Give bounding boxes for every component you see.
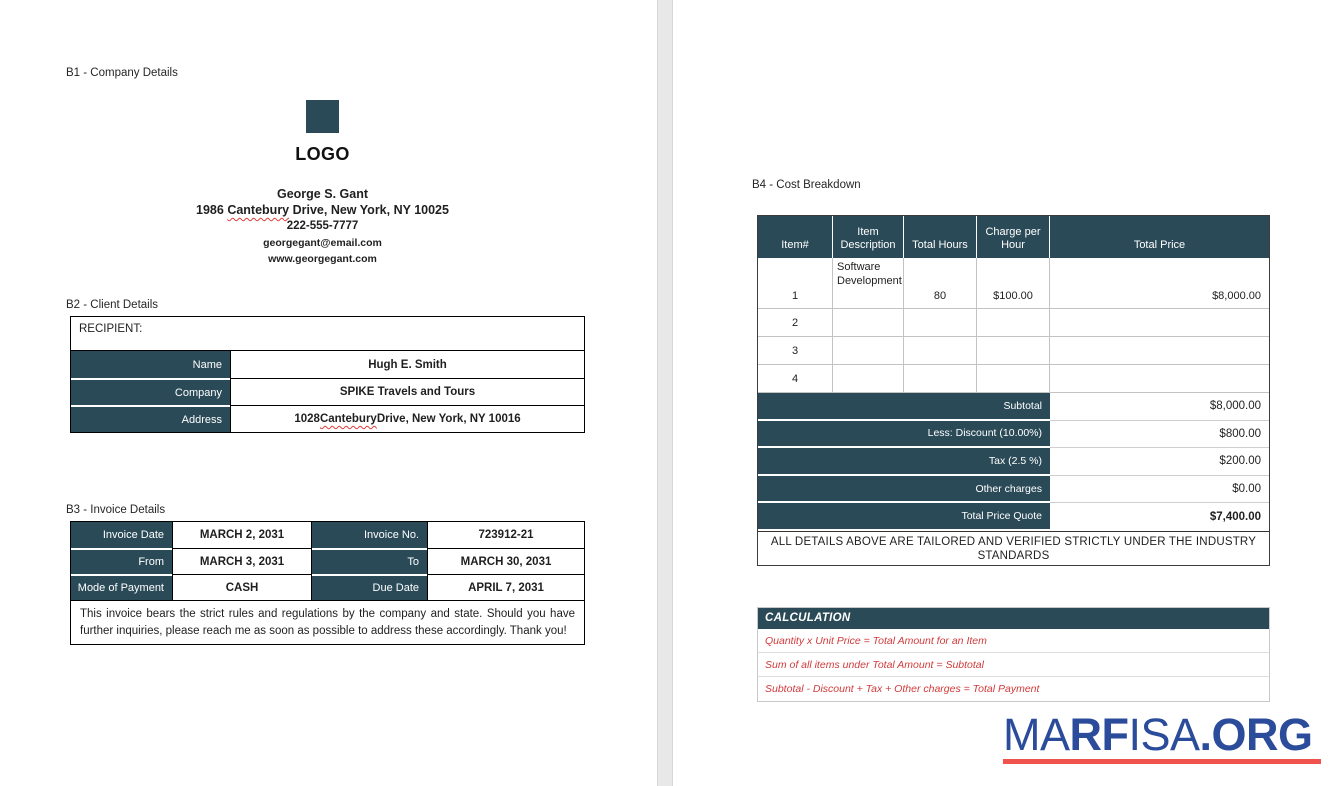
payment-mode-label-cell: Mode of Payment [71,574,172,600]
client-company-label-cell: Company [71,378,230,405]
brand-watermark [1003,709,1325,764]
invoice-date-label-cell: Invoice Date [71,522,172,548]
tax-row [758,448,1269,476]
item-description-cell [833,365,904,393]
section-label-b3: B3 - Invoice Details [66,504,166,516]
period-from-label-cell: From [71,548,172,574]
item-total-cell [1050,337,1269,365]
header-total-hours: Total Hours [904,216,977,258]
document-page-right [673,0,1332,786]
payment-mode-value-cell: CASH [172,574,312,600]
section-label-b4: B4 - Cost Breakdown [752,179,861,191]
item-rate-cell [977,365,1050,393]
item-hours-cell: 80 [904,258,977,309]
client-address-suffix: Drive, New York, NY 10016 [376,413,521,425]
table-row [71,548,584,574]
company-owner-name: George S. Gant [277,187,368,201]
document-page-left [0,0,657,786]
watermark-segment: MA [1003,709,1070,760]
item-number-cell: 1 [758,258,833,309]
client-company-value-cell: SPIKE Travels and Tours [230,378,584,405]
discount-row [758,421,1269,449]
discount-label-cell: Less: Discount (10.00%) [758,421,1050,449]
discount-value-cell: $800.00 [1050,421,1269,449]
period-to-value-cell: MARCH 30, 2031 [427,548,584,574]
item-total-cell: $8,000.00 [1050,258,1269,309]
calculation-table [757,607,1270,702]
company-address-suffix: Drive, New York, NY 10025 [289,203,449,217]
other-charges-value-cell: $0.00 [1050,476,1269,504]
calculation-rule: Subtotal - Discount + Tax + Other charges = Total Payment [765,683,1040,695]
watermark-text [1003,709,1325,760]
subtotal-row [758,393,1269,421]
invoice-no-value-cell: 723912-21 [427,522,584,548]
invoice-no-label-cell: Invoice No. [312,522,427,548]
item-hours-cell [904,365,977,393]
other-charges-row [758,476,1269,504]
period-from-value-cell: MARCH 3, 2031 [172,548,312,574]
client-details-table [70,316,585,433]
total-quote-value-cell: $7,400.00 [1209,511,1261,524]
company-address-prefix: 1986 [196,203,228,217]
company-email: georgegant@email.com [263,237,382,249]
client-address-value-cell [230,405,584,432]
item-number-cell: 3 [758,337,833,365]
company-phone: 222-555-7777 [286,220,359,232]
due-date-value-cell: APRIL 7, 2031 [427,574,584,600]
company-logo-placeholder-icon [306,100,339,133]
spellcheck-misspelled-word: Cantebury [319,413,377,425]
client-address-label-cell: Address [71,405,230,432]
client-name-label-cell: Name [71,351,230,378]
company-website: www.georgegant.com [268,253,377,265]
item-rate-cell: $100.00 [977,258,1050,309]
other-charges-label-cell: Other charges [758,476,1050,504]
item-hours-cell [904,309,977,337]
total-price-quote-row [758,503,1269,531]
cost-table-header-row [758,216,1269,258]
table-row [758,258,1269,309]
logo-caption: LOGO [295,144,350,164]
company-address [70,203,575,217]
item-rate-cell [977,337,1050,365]
section-label-b1: B1 - Company Details [66,67,178,79]
table-row [758,365,1269,393]
header-item-description: Item Description [833,216,904,258]
watermark-segment: ISA [1128,709,1200,760]
calculation-title: CALCULATION [758,608,1269,629]
item-hours-cell [904,337,977,365]
item-description-cell: Software Development [833,258,904,309]
item-total-cell [1050,365,1269,393]
item-number-cell: 2 [758,309,833,337]
company-details-block [70,100,575,265]
table-row [71,522,584,548]
subtotal-value-cell: $8,000.00 [1050,393,1269,421]
watermark-segment: .ORG [1199,709,1313,760]
table-row [71,405,584,432]
invoice-terms-note: This invoice bears the strict rules and regulations by the company and state. Should you have further inquiries, please reach me as soon as possible to address these accordingly. Thank you! [71,600,584,644]
subtotal-label-cell: Subtotal [758,393,1050,421]
item-total-cell [1050,309,1269,337]
table-row [758,337,1269,365]
header-total-price: Total Price [1050,216,1269,258]
header-item-number: Item# [758,216,833,258]
cost-breakdown-table [757,215,1270,566]
section-label-b2: B2 - Client Details [66,299,159,311]
table-row [71,351,584,378]
cost-table-footer-note: ALL DETAILS ABOVE ARE TAILORED AND VERIFIED STRICTLY UNDER THE INDUSTRY STANDARDS [758,531,1269,565]
watermark-segment: RF [1069,709,1129,760]
invoice-details-table [70,521,585,645]
calculation-rule: Quantity x Unit Price = Total Amount for an Item [758,629,1269,653]
due-date-label-cell: Due Date [312,574,427,600]
invoice-date-value-cell: MARCH 2, 2031 [172,522,312,548]
table-row [758,309,1269,337]
tax-label-cell: Tax (2.5 %) [758,448,1050,476]
table-row [71,574,584,600]
item-number-cell: 4 [758,365,833,393]
item-description-cell [833,309,904,337]
item-description-cell [833,337,904,365]
table-row [71,378,584,405]
page-divider [657,0,673,786]
item-rate-cell [977,309,1050,337]
header-charge-per-hour: Charge per Hour [977,216,1050,258]
total-quote-label-cell: Total Price Quote [758,503,1050,531]
client-name-value-cell: Hugh E. Smith [230,351,584,378]
client-address-prefix: 1028 [294,413,320,425]
period-to-label-cell: To [312,548,427,574]
spellcheck-misspelled-word: Cantebury [227,203,290,217]
recipient-header-cell: RECIPIENT: [71,317,584,351]
calculation-rule: Sum of all items under Total Amount = Subtotal [758,653,1269,677]
tax-value-cell: $200.00 [1050,448,1269,476]
